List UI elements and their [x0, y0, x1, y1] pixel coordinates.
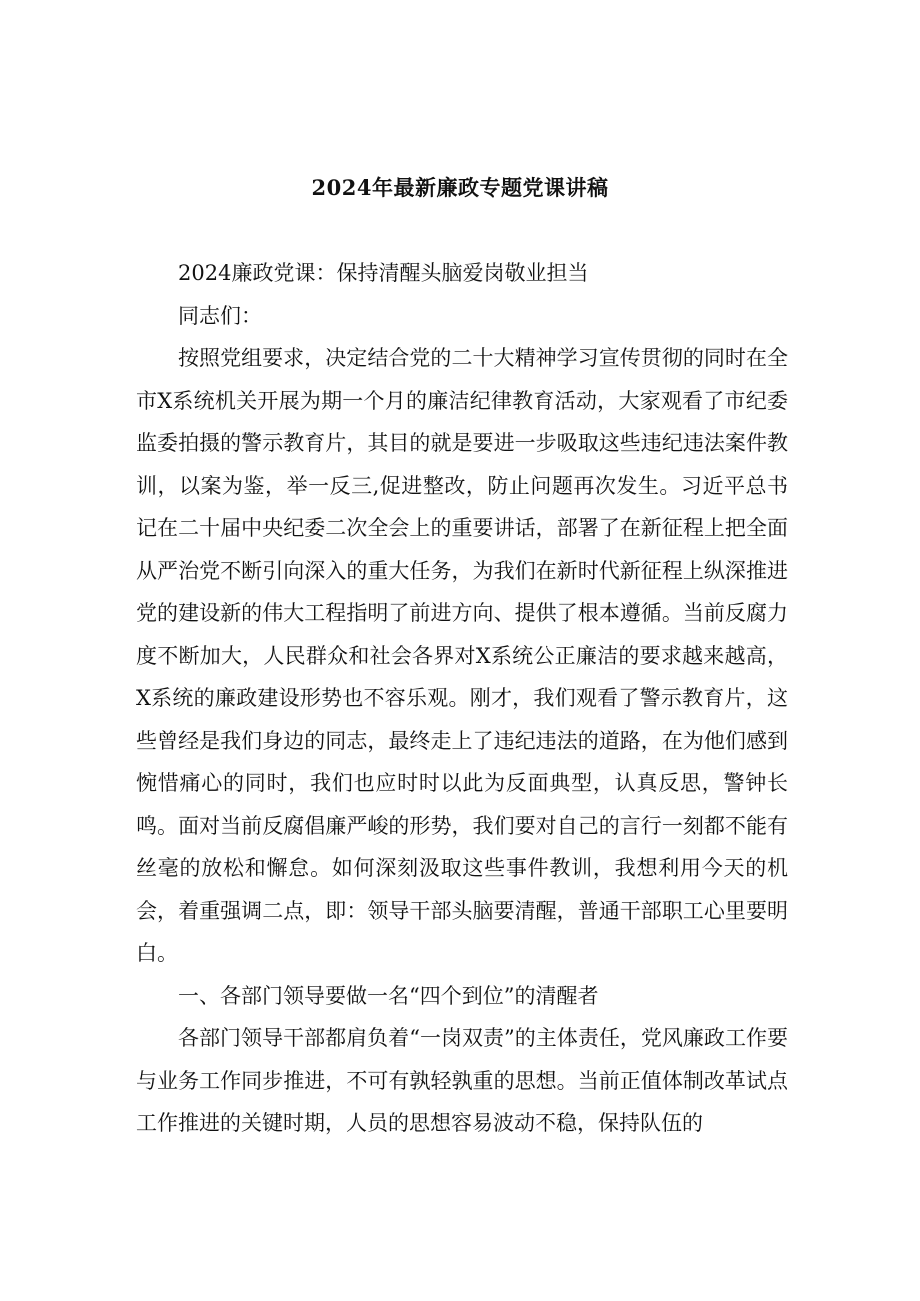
document-body [136, 252, 788, 1145]
document-title: 2024年最新廉政专题党课讲稿 [311, 175, 609, 200]
paragraph-2: 各部门领导干部都肩负着“一岗双责”的主体责任，党风廉政工作要与业务工作同步推进，不可有孰轻孰重的思想。当前正值体制改革试点工作推进的关键时期，人员的思想容易波动不稳，保持队伍的 [136, 1026, 788, 1135]
section-heading-1: 一、各部门领导要做一名“四个到位”的清醒者 [178, 983, 599, 1008]
greeting: 同志们： [178, 303, 262, 328]
paragraph-1: 按照党组要求，决定结合党的二十大精神学习宣传贯彻的同时在全市X系统机关开展为期一个月的廉洁纪律教育活动，大家观看了市纪委监委拍摄的警示教育片，其目的就是要进一步吸取这些违纪违法案件教训，以案为鉴，举一反三,促进整改，防止问题再次发生。习近平总书记在二十届中央纪委二次全会上的重要讲话，部署了在新征程上把全面从严治党不断引向深入的重大任务，为我们在新时代新征程上纵深推进党的建设新的伟大工程指明了前进方向、提供了根本遵循。当前反腐力度不断加大，人民群众和社会各界对X系统公正廉洁的要求越来越高，X系统的廉政建设形势也不容乐观。刚才，我们观看了警示教育片，这些曾经是我们身边的同志，最终走上了违纪违法的道路，在为他们感到惋惜痛心的同时，我们也应时时以此为反面典型，认真反思，警钟长鸣。面对当前反腐倡廉严峻的形势，我们要对自己的言行一刻都不能有丝毫的放松和懈怠。如何深刻汲取这些事件教训，我想利用今天的机会，着重强调二点，即：领导干部头脑要清醒，普通干部职工心里要明白。 [136, 346, 788, 965]
document-subtitle: 2024廉政党课：保持清醒头脑爱岗敬业担当 [178, 261, 589, 285]
